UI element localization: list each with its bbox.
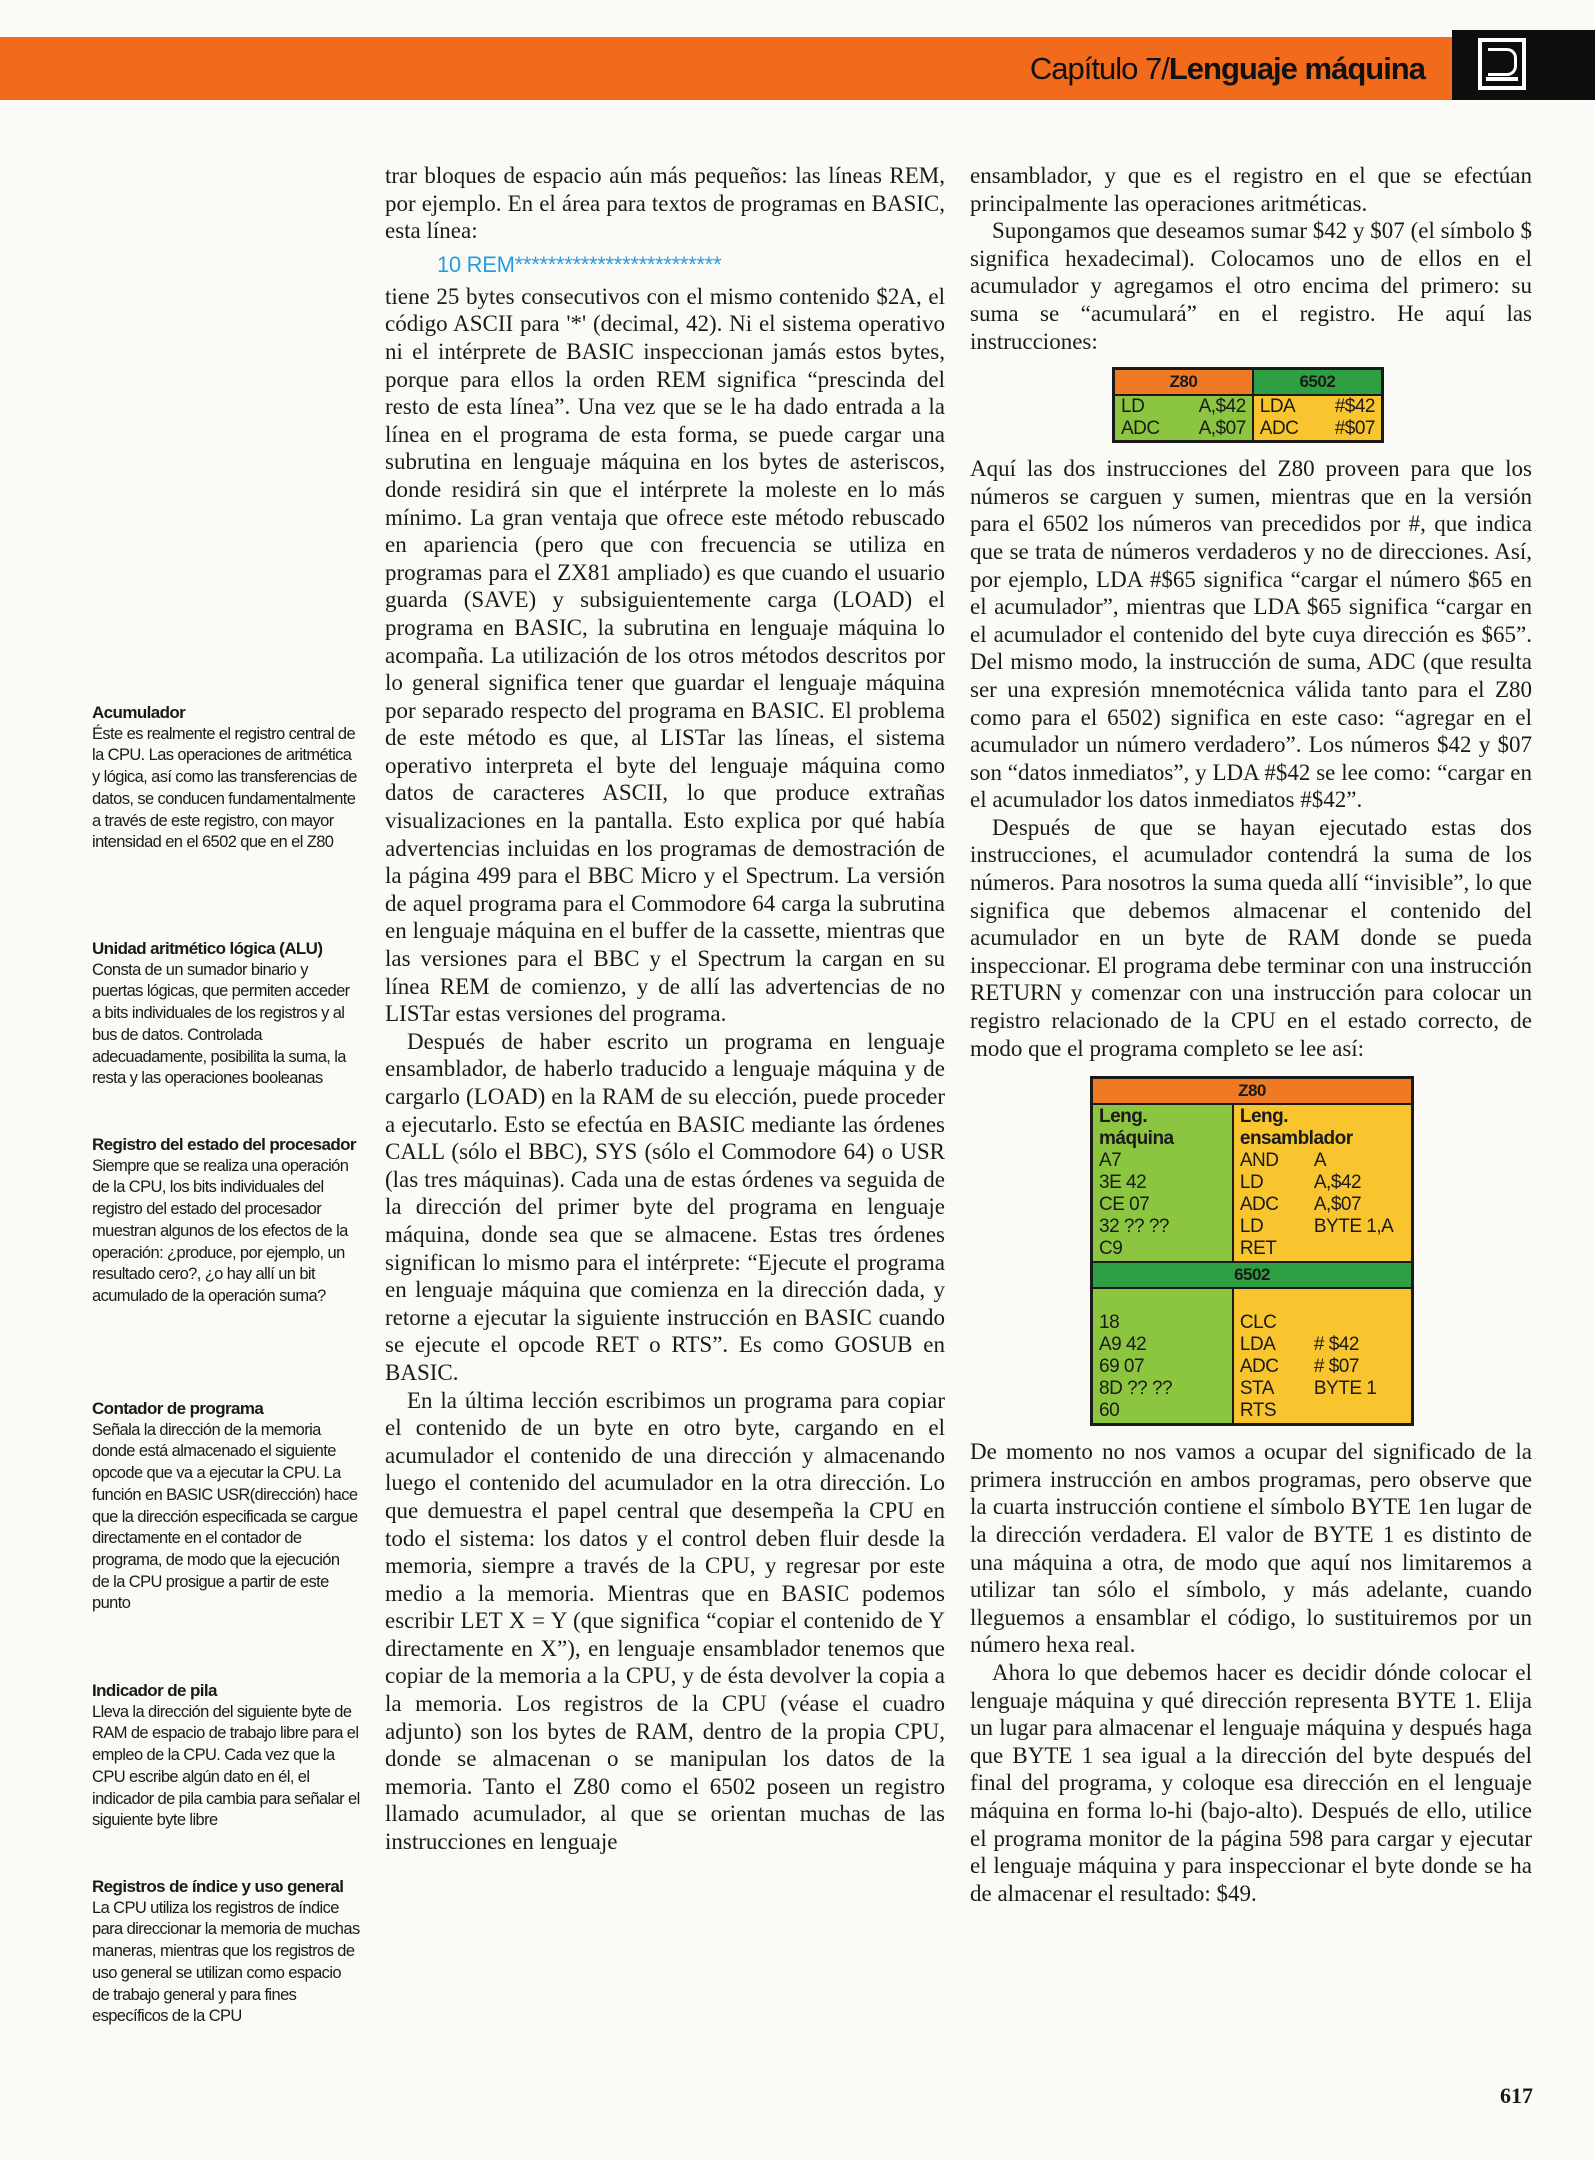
paragraph: Después de haber escrito un programa en lenguaje ensamblador, de haberlo traducido a lenguaje máquina y de cargarlo (LOAD) en la RAM de su elección, puede proceder a ejecutarlo. Esto se efectúa en BASIC mediante las órdenes CALL (sólo el BBC), SYS (sólo el Commodore 64) o USR (las tres máquinas). Cada una de estas órdenes va seguida de la dirección del primer byte del programa en lenguaje máquina, donde sea que se almacene. Estas tres órdenes significan lo mismo para el intérprete: “Ejecute el programa en lenguaje máquina que comienza en la dirección dada, y retorne a ejecutar la siguiente instrucción en BASIC cuando se ejecute el opcode RET o RTS”. Es como GOSUB en BASIC. [385,1028,945,1385]
operand: # $07 [1313,1356,1359,1378]
machine-code-line: C9 [1099,1238,1123,1260]
machine-code-line: 18 [1099,1312,1120,1334]
assembly-line [1240,1312,1405,1334]
paragraph: Ahora lo que debemos hacer es decidir dónde colocar el lenguaje máquina y qué dirección representa BYTE 1. Elija un lugar para almacenar el lenguaje máquina y después haga que BYTE 1 sea igual a la dirección del byte después del final del programa, y coloque esa dirección en el lenguaje máquina en forma lo-hi (bajo-alto). Después de ello, utilice el programa monitor de la página 598 para cargar y ejecutar el lenguaje máquina y para inspeccionar el byte donde se ha de almacenar el resultado: $49. [970,1659,1532,1906]
paragraph: tiene 25 bytes consecutivos con el mismo contenido $2A, el código ASCII para '*' (decimal, 42). Ni el sistema operativo ni el intérprete de BASIC inspeccionan jamás estos bytes, porque para ellos la orden REM significa “prescinda del resto de esta línea”. Una vez que se le ha dado entrada a la línea en el programa de esta forma, se puede cargar una subrutina en lenguaje máquina en los bytes de asteriscos, donde residirá sin que el intérprete la moleste en lo más mínimo. La gran ventaja que ofrece este método rebuscado en apariencia (pero que con frecuencia se utiliza en programas para el ZX81 ampliado) es que cuando el usuario guarda (SAVE) y subsiguientemente carga (LOAD) el programa en BASIC, la subrutina en lenguaje máquina lo acompaña. La utilización de los otros métodos descritos por lo general significa tener que guardar el lenguaje máquina por separado respecto del programa en BASIC. El problema de este método es que, al LISTar las líneas, el sistema operativo interpreta el byte del lenguaje máquina como datos de caracteres ASCII, lo que produce extrañas visualizaciones en la pantalla. Esto explica por qué había advertencias incluidas en los programas de demostración de la página 499 para el BBC Micro y el Spectrum. La versión de aquel programa para el Commodore 64 carga la subrutina en lenguaje máquina en el buffer de la cassette, mientras que las versiones para el BBC y el Spectrum la cargan en su línea REM de comienzo, y de allí las advertencias de no LISTar estas versiones del programa. [385,283,945,1027]
assembly-line [1240,1334,1405,1356]
mnemonic: RET [1239,1238,1277,1260]
assembly-line [1240,1356,1405,1378]
glossary-entry [92,1680,360,1832]
mnemonic: CLC [1239,1312,1277,1334]
machine-code-line: 8D ?? ?? [1099,1378,1173,1400]
glossary-term: Contador de programa [92,1399,264,1418]
machine-code-line: A7 [1099,1150,1122,1172]
mnemonic: STA [1239,1378,1274,1400]
mnemonic: LD [1121,396,1145,418]
full-program-table [1090,1076,1414,1426]
glossary-definition: Consta de un sumador binario y puertas lógicas, que permiten acceder a bits individuales de los registros y al bus de datos. Controlada adecuadamente, posibilita la suma, la resta y las operaciones booleanas [92,960,350,1088]
chapter-number: Capítulo 7/ [1029,51,1169,86]
6502-section-header: 6502 [1092,1262,1413,1288]
assembly-line [1240,1150,1405,1172]
assembly-line [1240,1378,1405,1400]
operand: #$07 [1334,418,1375,440]
mnemonic: ADC [1259,418,1299,440]
glossary-entry [92,1876,360,2028]
mnemonic: LD [1239,1216,1264,1238]
machine-code-line: 3E 42 [1099,1172,1147,1194]
paragraph: Después de que se hayan ejecutado estas dos instrucciones, el acumulador contendrá la suma de los números. Para nosotros la suma queda allí “invisible”, lo que significa que debemos almacenar el contenido del acumulador en un byte de RAM donde se pueda inspeccionar. El programa debe terminar con una instrucción RETURN y comenzar con una instrucción para colocar un registro relacionado de la CPU en el estado correcto, de modo que el programa completo se lee así: [970,814,1532,1061]
instruction-comparison-table [1112,367,1384,443]
glossary-definition: Siempre que se realiza una operación de la CPU, los bits individuales del registro del estado del procesador muestran algunos de los efectos de la operación: ¿produce, por ejemplo, un resultado cero?, ¿o hay allí un bit acumulado de la operación suma? [92,1156,349,1305]
machine-code-line: CE 07 [1099,1194,1150,1216]
machine-code-cell [1092,1288,1233,1425]
glossary-term: Registros de índice y uso general [92,1877,344,1896]
operand: A,$07 [1313,1194,1362,1216]
mnemonic: ADC [1121,418,1160,440]
table-header-6502: 6502 [1253,369,1383,396]
operand: A,$42 [1313,1172,1362,1194]
glossary-definition: Lleva la dirección del siguiente byte de RAM de espacio de trabajo libre para el empleo de la CPU. Cada vez que la CPU escribe algún dato en él, el indicador de pila cambia para señalar el siguiente byte libre [92,1702,360,1830]
paragraph: Supongamos que deseamos sumar $42 y $07 (el símbolo $ significa hexadecimal). Colocamos uno de ellos en el acumulador y agregamos el otro encima del primero: su suma se “acumulará” en el registro. He aquí las instrucciones: [970,218,1532,354]
code-line: 10 REM************************* [437,251,722,277]
operand: BYTE 1 [1313,1378,1377,1400]
paragraph: En la última lección escribimos un programa para copiar el contenido de un byte en otro byte, cargando en el acumulador el contenido de una dirección y almacenando luego el contenido del acumulador en la otra dirección. Lo que demuestra el papel central que desempeña la CPU en todo el sistema: los datos y el control deben fluir desde la memoria, siempre a través de la CPU, y regresar por este medio a la memoria. Mientras que en BASIC podemos escribir LET X = Y (que significa “copiar el contenido de Y directamente en X”), en lenguaje ensamblador tenemos que copiar de la memoria a la CPU, y de ésta devolver la copia a la memoria. Los registros de la CPU (véase el cuadro adjunto) son los bytes de RAM, dentro de la propia CPU, donde se almacenan o se manipulan los datos de la memoria. Tanto el Z80 como el 6502 poseen un registro llamado acumulador, al que se orientan muchas de las instrucciones en lenguaje [385,1387,945,1855]
glossary-entry [92,702,360,854]
paragraph: ensamblador, y que es el registro en el que se efectúan principalmente las operaciones aritméticas. [970,163,1532,216]
operand: A [1313,1150,1327,1172]
text-column-2 [970,162,1532,1907]
chip-icon [1478,38,1526,90]
mnemonic: ADC [1239,1356,1279,1378]
table-header-z80: Z80 [1114,369,1253,396]
glossary-term: Indicador de pila [92,1681,217,1700]
glossary-definition: La CPU utiliza los registros de índice para direccionar la memoria de muchas maneras, mientras que los registros de uso general se utilizan como espacio de trabajo general y para fines específicos de la CPU [92,1898,360,2026]
assembly-line [1240,1400,1405,1422]
operand: A,$07 [1198,418,1246,440]
glossary-definition: Señala la dirección de la memoria donde está almacenado el siguiente opcode que va a ejecutar la CPU. La función en BASIC USR(dirección) hace que la dirección especificada se cargue directamente en el contador de programa, de modo que la ejecución de la CPU prosigue a partir de este punto [92,1420,358,1613]
page-number: 617 [1500,2083,1533,2108]
operand: # $42 [1313,1334,1359,1356]
chapter-title [1030,44,1425,94]
glossary-entry [92,1134,360,1308]
mnemonic: LD [1239,1172,1264,1194]
glossary-term: Acumulador [92,703,186,722]
paragraph: De momento no nos vamos a ocupar del significado de la primera instrucción en ambos programas, pero observe que la cuarta instrucción contiene el símbolo BYTE 1en lugar de la dirección verdadera. El valor de BYTE 1 es distinto de una máquina a otra, de modo que aquí nos limitaremos a utilizar tan sólo el símbolo, y más adelante, cuando lleguemos a ensamblar el código, lo sustituiremos por un número hexa real. [970,1439,1532,1658]
assembly-line [1240,1238,1405,1260]
column-header: Leng. máquina [1099,1106,1174,1150]
mnemonic: LDA [1259,396,1296,418]
assembly-line [1240,1216,1405,1238]
mnemonic: AND [1239,1150,1279,1172]
operand: A,$42 [1198,396,1246,418]
glossary-entry [92,1398,360,1615]
machine-code-line: 69 07 [1099,1356,1145,1378]
z80-section-header: Z80 [1092,1078,1413,1105]
mnemonic: ADC [1239,1194,1279,1216]
text-column-1 [385,162,945,1856]
mnemonic: LDA [1239,1334,1276,1356]
paragraph: trar bloques de espacio aún más pequeños: las líneas REM, por ejemplo. En el área para textos de programas en BASIC, esta línea: [385,163,945,244]
assembly-line [1240,1172,1405,1194]
operand: BYTE 1,A [1313,1216,1394,1238]
glossary-term: Unidad aritmético lógica (ALU) [92,939,323,958]
machine-code-line: 32 ?? ?? [1099,1216,1169,1238]
machine-code-cell [1092,1104,1233,1262]
machine-code-line: 60 [1099,1400,1120,1422]
assembly-cell [1233,1288,1413,1425]
glossary-entry [92,938,360,1090]
6502-instructions [1253,395,1383,442]
operand: #$42 [1334,396,1375,418]
assembly-line [1240,1194,1405,1216]
glossary-term: Registro del estado del procesador [92,1135,356,1154]
assembly-cell [1233,1104,1413,1262]
machine-code-line: A9 42 [1099,1334,1147,1356]
z80-instructions [1114,395,1253,442]
mnemonic: RTS [1239,1400,1277,1422]
glossary-definition: Éste es realmente el registro central de la CPU. Las operaciones de aritmética y lógica, así como las transferencias de datos, se conducen fundamentalmente a través de este registro, con mayor intensidad en el 6502 que en el Z80 [92,724,357,852]
paragraph: Aquí las dos instrucciones del Z80 proveen para que los números se carguen y sumen, mientras que en la versión para el 6502 los números van precedidos por #, que indica que se trata de números verdaderos y no de direcciones. Así, por ejemplo, LDA #$65 significa “cargar el número $65 en el acumulador”, mientras que LDA $65 significa “cargar en el acumulador el contenido del byte cuya dirección es $65”. Del mismo modo, la instrucción de suma, ADC (que resulta ser una expresión mnemotécnica válida tanto para el Z80 como para el 6502) significa en este caso: “agregar en el acumulador un número verdadero”. Los números $42 y $07 son “datos inmediatos”, y LDA #$42 se lee como: “cargar en el acumulador los datos inmediatos #$42”. [970,456,1532,813]
column-header: Leng. ensamblador [1239,1106,1353,1150]
chapter-name: Lenguaje máquina [1168,51,1425,86]
